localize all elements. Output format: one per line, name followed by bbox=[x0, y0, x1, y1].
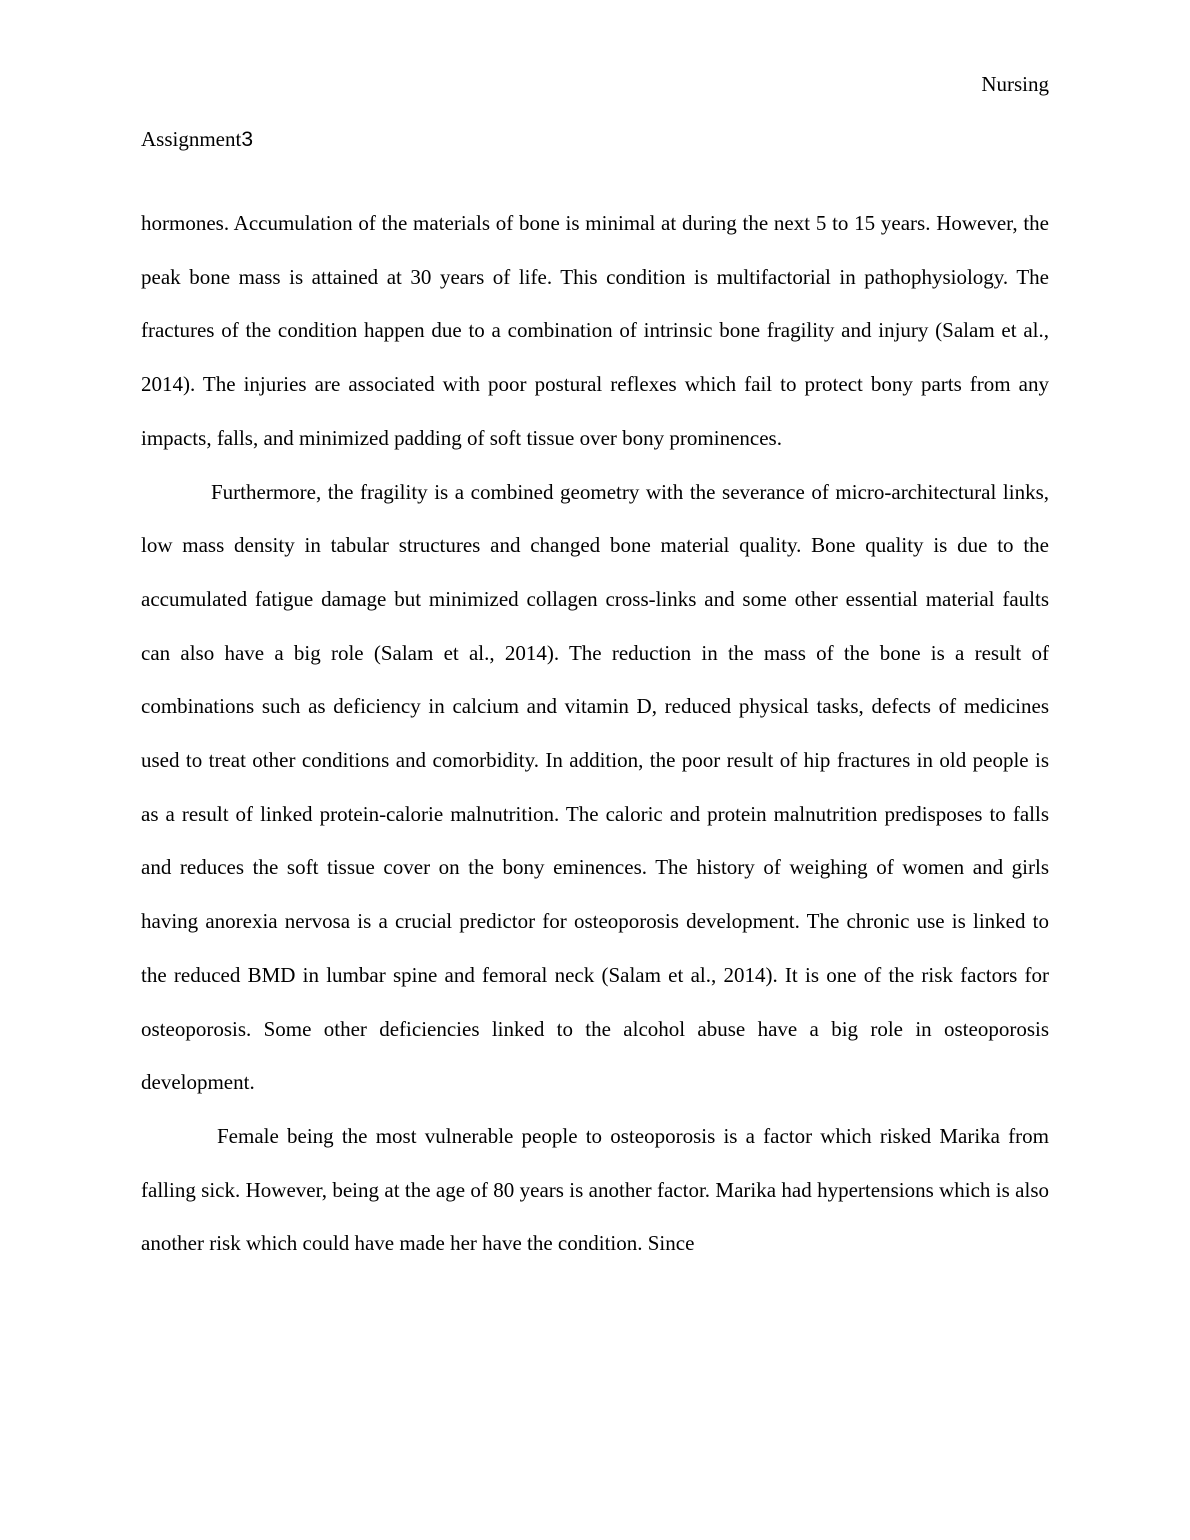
paragraph-2: Furthermore, the fragility is a combined geometry with the severance of micro-architectural links, low mass density in tabular structures and changed bone material quality. Bone quality is due to the accumulated fatigue damage but minimized collagen cross-links and some other essential material faults can also have a big role (Salam et al., 2014). The reduction in the mass of the bone is a result of combinations such as deficiency in calcium and vitamin D, reduced physical tasks, defects of medicines used to treat other conditions and comorbidity. In addition, the poor result of hip fractures in old people is as a result of linked protein-calorie malnutrition. The caloric and protein malnutrition predisposes to falls and reduces the soft tissue cover on the bony eminences. The history of weighing of women and girls having anorexia nervosa is a crucial predictor for osteoporosis development. The chronic use is linked to the reduced BMD in lumbar spine and femoral neck (Salam et al., 2014). It is one of the risk factors for osteoporosis. Some other deficiencies linked to the alcohol abuse have a big role in osteoporosis development. bbox=[141, 479, 1049, 1095]
paragraph-3: Female being the most vulnerable people to osteoporosis is a factor which risked Marika from falling sick. However, being at the age of 80 years is another factor. Marika had hypertensions which is also another risk which could have made her have the condition. Since bbox=[141, 1123, 1049, 1256]
assignment-label: Assignment bbox=[141, 127, 242, 151]
assignment-header bbox=[141, 125, 253, 154]
page-number: 3 bbox=[241, 128, 254, 151]
body-text bbox=[141, 197, 1049, 1271]
running-head: Nursing bbox=[981, 72, 1049, 96]
paragraph-1: hormones. Accumulation of the materials of bone is minimal at during the next 5 to 15 years. However, the peak bone mass is attained at 30 years of life. This condition is multifactorial in pathophysiology. The fractures of the condition happen due to a combination of intrinsic bone fragility and injury (Salam et al., 2014). The injuries are associated with poor postural reflexes which fail to protect bony parts from any impacts, falls, and minimized padding of soft tissue over bony prominences. bbox=[141, 211, 1049, 450]
